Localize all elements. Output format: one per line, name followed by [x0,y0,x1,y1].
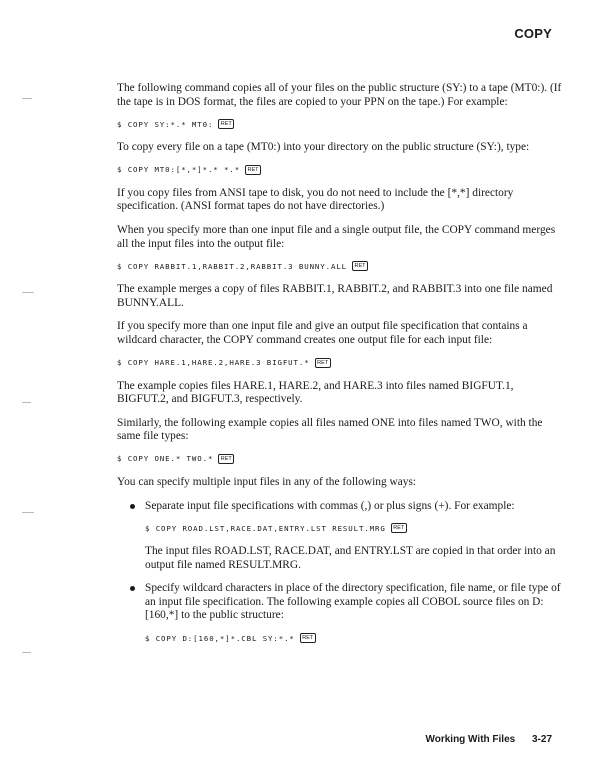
command-text: $ COPY RABBIT.1,RABBIT.2,RABBIT.3 BUNNY.ALL [117,261,348,271]
paragraph: You can specify multiple input files in any of the following ways: [117,475,417,488]
scan-mark [22,652,31,653]
command-text: $ COPY ONE.* TWO.* [117,454,214,464]
ret-key-icon: RET [218,454,234,464]
content-blocks [117,82,563,490]
command-example [117,358,563,368]
paragraph: To copy every file on a tape (MT0:) into your directory on the public structure (SY:), type: [117,141,530,154]
paragraph: The example copies files HARE.1, HARE.2, and HARE.3 into files named BIGFUT.1, BIGFUT.2, and BIGFUT.3, respectively. [117,379,514,406]
paragraph: If you copy files from ANSI tape to disk, you do not need to include the [*,*] directory specification. (ANSI format tapes do not have directories.) [117,186,514,213]
command-example [145,523,563,533]
paragraph: When you specify more than one input file and a single output file, the COPY command merges all the input files into the output file: [117,223,556,250]
command-example [145,633,563,643]
command-example [117,261,563,271]
paragraph: The example merges a copy of files RABBIT.1, RABBIT.2, and RABBIT.3 into one file named BUNNY.ALL. [117,283,553,309]
command-text: $ COPY MT0:[*,*]*.* *.* [117,165,241,175]
ret-key-icon: RET [218,119,234,129]
scan-mark [22,292,34,293]
page-footer [425,734,552,745]
page-header-title: COPY [514,26,552,41]
bullet-icon [130,586,135,591]
bullet-item [117,582,563,643]
page-content [117,82,563,655]
ret-key-icon: RET [300,633,316,643]
ret-key-icon: RET [245,165,261,175]
paragraph: Separate input file specifications with commas (,) or plus signs (+). For example: [145,499,515,512]
scan-mark [22,512,34,513]
paragraph: The input files ROAD.LST, RACE.DAT, and ENTRY.LST are copied in that order into an output file named RESULT.MRG. [145,545,556,571]
command-text: $ COPY SY:*.* MT0: [117,119,214,129]
paragraph: Specify wildcard characters in place of the directory specification, file name, or file type of an input file specification. The following example copies all COBOL source files on D:[160,*] to the public structure: [145,582,561,622]
command-example [117,165,563,175]
ret-key-icon: RET [352,261,368,271]
paragraph: The following command copies all of your files on the public structure (SY:) to a tape (MT0:). (If the tape is in DOS format, the files are copied to your PPN on the tape.) For example: [117,82,562,108]
command-example [117,454,563,464]
scan-mark [22,402,31,403]
command-text: $ COPY HARE.1,HARE.2,HARE.3 BIGFUT.* [117,358,310,368]
ret-key-icon: RET [391,523,407,533]
paragraph: Similarly, the following example copies all files named ONE into files named TWO, with the same file types: [117,416,543,443]
ret-key-icon: RET [315,358,331,368]
paragraph: If you specify more than one input file and give an output file specification that contains a wildcard character, the COPY command creates one output file for each input file: [117,320,528,346]
bullet-list [117,500,563,644]
command-text: $ COPY D:[160,*]*.CBL SY:*.* [145,633,295,643]
bullet-item [117,500,563,573]
page-number: 3-27 [531,734,552,745]
command-text: $ COPY ROAD.LST,RACE.DAT,ENTRY.LST RESULT.MRG [145,523,386,533]
scan-mark [22,98,32,99]
command-example [117,119,563,129]
footer-section-title: Working With Files [425,734,516,745]
bullet-icon [130,504,135,509]
